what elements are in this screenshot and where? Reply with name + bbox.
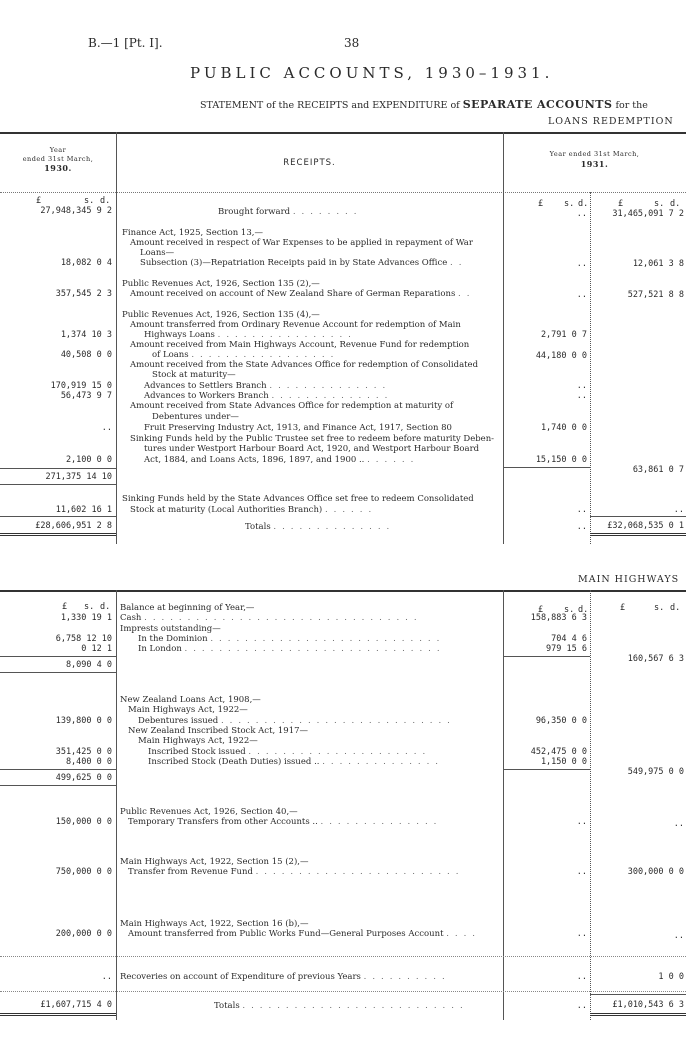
outer-value-1931: 63,861 0 7 bbox=[632, 465, 684, 475]
total-1931: £32,068,535 0 1 bbox=[607, 521, 684, 531]
outer-value-1931: 527,521 8 8 bbox=[627, 290, 684, 300]
value-1930: 27,948,345 9 2 bbox=[40, 206, 112, 216]
document-reference: B.—1 [Pt. I]. bbox=[88, 36, 163, 50]
subtotal-1930: 499,625 0 0 bbox=[55, 773, 112, 783]
subtotal-1930: 271,375 14 10 bbox=[45, 472, 112, 482]
pound-label: £ bbox=[620, 603, 626, 613]
inner-value-1931: 96,350 0 0 bbox=[535, 716, 587, 726]
pence-label: d. bbox=[670, 603, 681, 613]
line-text: Stock at maturity (Local Authorities Branch) ...... bbox=[130, 505, 378, 515]
value-1930: 357,545 2 3 bbox=[55, 289, 112, 299]
line-text: Transfer from Revenue Fund ........................ bbox=[128, 867, 465, 877]
line-text: Stock at maturity— bbox=[152, 370, 236, 380]
totals-label: Totals .............. bbox=[245, 522, 396, 532]
line-text: Fruit Preserving Industry Act, 1913, and Finance Act, 1917, Section 80 bbox=[144, 423, 452, 433]
pence-label: d. bbox=[100, 196, 111, 206]
line-text: Brought forward ........ bbox=[218, 207, 363, 217]
value-1930: 6,758 12 10 bbox=[55, 634, 112, 644]
line-text: Act, 1884, and Loans Acts, 1896, 1897, and 1900 .. ...... bbox=[144, 455, 420, 465]
subtotal-1930: 8,090 4 0 bbox=[65, 660, 112, 670]
line-text: Public Revenues Act, 1926, Section 135 (4),— bbox=[122, 310, 320, 320]
value-1930: 139,800 0 0 bbox=[55, 716, 112, 726]
inner-value-1931: .. bbox=[576, 1001, 587, 1011]
inner-value-1931: .. bbox=[576, 972, 587, 982]
value-1930: 150,000 0 0 bbox=[55, 817, 112, 827]
line-text: Amount received from Main Highways Account, Revenue Fund for redemption bbox=[130, 340, 470, 350]
value-1930: .. bbox=[101, 972, 112, 982]
inner-value-1931: .. bbox=[576, 817, 587, 827]
inner-value-1931: .. bbox=[576, 391, 587, 401]
year-1931-heading: Year ended 31st March, 1931. bbox=[549, 150, 640, 169]
inner-value-1931: .. bbox=[576, 505, 587, 515]
line-text: Amount received from the State Advances Office for redemption of Consolidated bbox=[130, 360, 479, 370]
inner-value-1931: .. bbox=[576, 522, 587, 532]
statement-heading bbox=[200, 98, 648, 111]
value-1930: 56,473 9 7 bbox=[60, 391, 112, 401]
value-1930: 750,000 0 0 bbox=[55, 867, 112, 877]
inner-value-1931: .. bbox=[576, 259, 587, 269]
statement-subtitle: LOANS REDEMPTION bbox=[548, 116, 674, 127]
line-text: Amount received from State Advances Office for redemption at maturity of bbox=[130, 401, 454, 411]
pence-label: d. bbox=[100, 602, 111, 612]
value-1930: 2,100 0 0 bbox=[65, 455, 112, 465]
inner-value-1931: 452,475 0 0 bbox=[530, 747, 587, 757]
line-text: Highways Loans ................ bbox=[144, 330, 357, 340]
value-1930: 0 12 1 bbox=[81, 644, 112, 654]
line-text: Main Highways Act, 1922, Section 15 (2),— bbox=[120, 857, 309, 867]
statement-bold: SEPARATE ACCOUNTS bbox=[462, 98, 613, 111]
pound-label: £ bbox=[62, 602, 68, 612]
line-text: Inscribed Stock issued ..................... bbox=[148, 747, 432, 757]
inner-value-1931: .. bbox=[576, 290, 587, 300]
inner-value-1931: 44,180 0 0 bbox=[535, 351, 587, 361]
value-1930: 1,374 10 3 bbox=[60, 330, 112, 340]
outer-value-1931: 549,975 0 0 bbox=[627, 767, 684, 777]
outer-value-1931: .. bbox=[673, 505, 684, 515]
pence-label: d. bbox=[578, 605, 589, 615]
line-text: Main Highways Act, 1922— bbox=[128, 705, 248, 715]
line-text: Finance Act, 1925, Section 13,— bbox=[122, 228, 263, 238]
inner-value-1931: 15,150 0 0 bbox=[535, 455, 587, 465]
pound-label: £ bbox=[538, 605, 544, 615]
pence-label: d. bbox=[670, 199, 681, 209]
value-1930: 351,425 0 0 bbox=[55, 747, 112, 757]
outer-value-1931: 160,567 6 3 bbox=[627, 654, 684, 664]
shillings-label: s. bbox=[564, 605, 575, 615]
inner-value-1931: 704 4 6 bbox=[551, 634, 587, 644]
pence-label: d. bbox=[578, 199, 589, 209]
total-1931: £1,010,543 6 3 bbox=[612, 1000, 684, 1010]
line-text: Imprests outstanding— bbox=[120, 624, 221, 634]
value-1930: 8,400 0 0 bbox=[65, 757, 112, 767]
line-text: New Zealand Loans Act, 1908,— bbox=[120, 695, 261, 705]
line-text: Debentures under— bbox=[152, 412, 239, 422]
line-text: Recoveries on account of Expenditure of previous Years .......... bbox=[120, 972, 451, 982]
outer-value-1931: .. bbox=[673, 819, 684, 829]
line-text: Temporary Transfers from other Accounts .. .............. bbox=[128, 817, 443, 827]
page-title: PUBLIC ACCOUNTS, 1930–1931. bbox=[190, 64, 554, 82]
year-1930-heading: Year ended 31st March, 1930. bbox=[22, 146, 94, 173]
line-text: Sinking Funds held by the State Advances Office set free to redeem Consolidated bbox=[122, 494, 474, 504]
shillings-label: s. bbox=[564, 199, 575, 209]
value-1930: .. bbox=[101, 423, 112, 433]
outer-value-1931: 12,061 3 8 bbox=[632, 259, 684, 269]
outer-value-1931: 300,000 0 0 bbox=[627, 867, 684, 877]
outer-value-1931: .. bbox=[673, 931, 684, 941]
inner-value-1931: 158,883 6 3 bbox=[530, 613, 587, 623]
line-text: Cash ................................ bbox=[120, 613, 423, 623]
line-text: Balance at beginning of Year,— bbox=[120, 603, 255, 613]
line-text: Main Highways Act, 1922— bbox=[138, 736, 258, 746]
line-text: Amount received on account of New Zealand Share of German Reparations .. bbox=[130, 289, 476, 299]
value-1930: 170,919 15 0 bbox=[50, 381, 112, 391]
value-1930: 18,082 0 4 bbox=[60, 258, 112, 268]
line-text: Debentures issued ........................... bbox=[138, 716, 456, 726]
inner-value-1931: .. bbox=[576, 381, 587, 391]
outer-value-1931: 1 0 0 bbox=[658, 972, 684, 982]
inner-value-1931: .. bbox=[576, 209, 587, 219]
receipts-heading: RECEIPTS. bbox=[283, 158, 336, 168]
shillings-label: s. bbox=[84, 602, 95, 612]
total-1930: £28,606,951 2 8 bbox=[35, 521, 112, 531]
pound-label: £ bbox=[538, 199, 544, 209]
line-text: Amount transferred from Public Works Fund—General Purposes Account .... bbox=[128, 929, 482, 939]
line-text: tures under Westport Harbour Board Act, 1920, and Westport Harbour Board bbox=[144, 444, 480, 454]
line-text: Loans— bbox=[140, 248, 175, 258]
statement-prefix: STATEMENT of the RECEIPTS and EXPENDITURE of bbox=[200, 100, 460, 111]
line-text: Public Revenues Act, 1926, Section 40,— bbox=[120, 807, 298, 817]
line-text: In London .............................. bbox=[138, 644, 446, 654]
total-1930: £1,607,715 4 0 bbox=[40, 1000, 112, 1010]
totals-label: Totals .......................... bbox=[214, 1001, 469, 1011]
line-text: Sinking Funds held by the Public Trustee set free to redeem before maturity Deben- bbox=[130, 434, 495, 444]
inner-value-1931: 979 15 6 bbox=[546, 644, 587, 654]
line-text: of Loans ................. bbox=[152, 350, 340, 360]
value-1930: 40,508 0 0 bbox=[60, 350, 112, 360]
value-1930: 200,000 0 0 bbox=[55, 929, 112, 939]
value-1930: 1,330 19 1 bbox=[60, 613, 112, 623]
line-text: Amount transferred from Ordinary Revenue Account for redemption of Main bbox=[130, 320, 461, 330]
line-text: Subsection (3)—Repatriation Receipts paid in by State Advances Office .. bbox=[140, 258, 468, 268]
line-text: Public Revenues Act, 1926, Section 135 (2),— bbox=[122, 279, 320, 289]
statement-suffix: for the bbox=[615, 100, 648, 111]
outer-value-1931: 31,465,091 7 2 bbox=[612, 209, 684, 219]
shillings-label: s. bbox=[654, 603, 665, 613]
section-title-main-highways: MAIN HIGHWAYS bbox=[578, 574, 680, 585]
pound-label: £ bbox=[36, 196, 42, 206]
inner-value-1931: .. bbox=[576, 929, 587, 939]
page-number: 38 bbox=[344, 36, 360, 50]
line-text: In the Dominion ........................... bbox=[138, 634, 446, 644]
line-text: Main Highways Act, 1922, Section 16 (b),— bbox=[120, 919, 309, 929]
pound-label: £ bbox=[618, 199, 624, 209]
inner-value-1931: 1,740 0 0 bbox=[540, 423, 587, 433]
inner-value-1931: .. bbox=[576, 867, 587, 877]
line-text: Amount received in respect of War Expenses to be applied in repayment of War bbox=[130, 238, 473, 248]
shillings-label: s. bbox=[654, 199, 665, 209]
inner-value-1931: 2,791 0 7 bbox=[540, 330, 587, 340]
shillings-label: s. bbox=[84, 196, 95, 206]
line-text: Inscribed Stock (Death Duties) issued .. .............. bbox=[148, 757, 445, 767]
line-text: Advances to Workers Branch .............. bbox=[144, 391, 394, 401]
line-text: Advances to Settlers Branch .............. bbox=[144, 381, 392, 391]
line-text: New Zealand Inscribed Stock Act, 1917— bbox=[128, 726, 309, 736]
inner-value-1931: 1,150 0 0 bbox=[540, 757, 587, 767]
value-1930: 11,602 16 1 bbox=[55, 505, 112, 515]
